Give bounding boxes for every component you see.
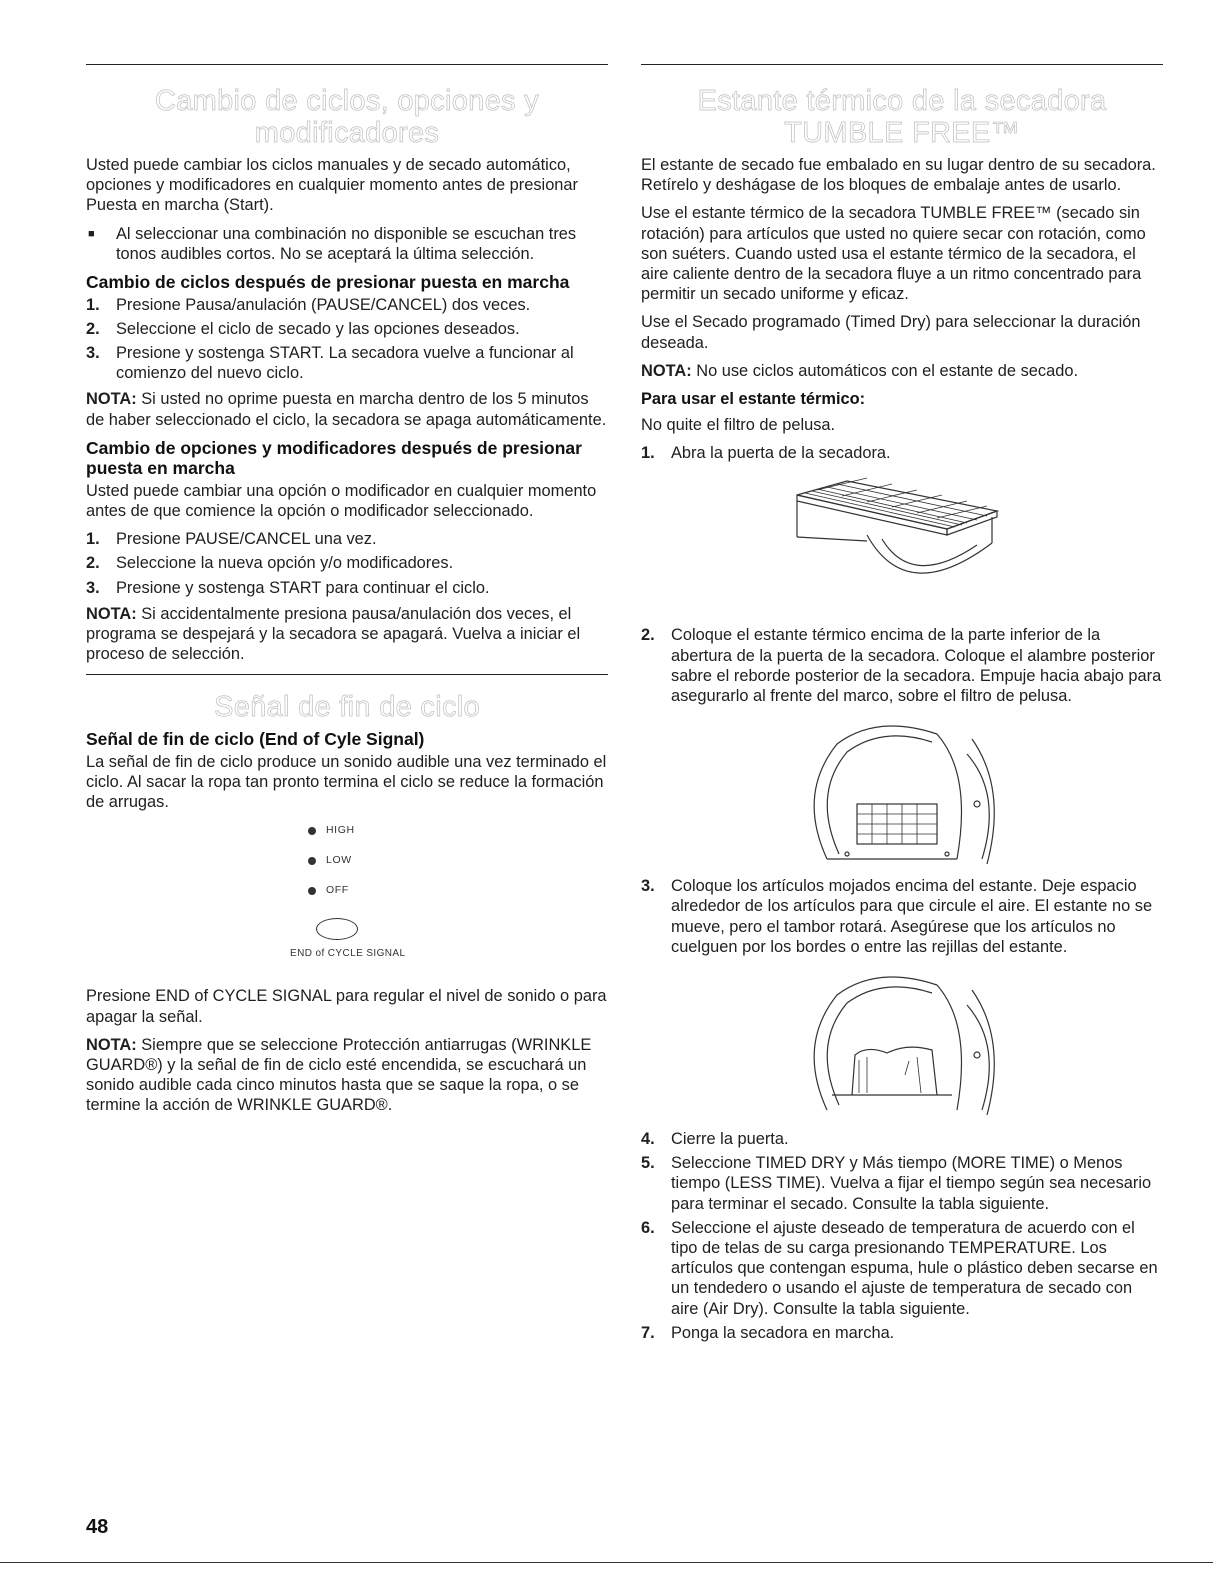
steps-rack-2 [641, 625, 1163, 706]
signal-option-off: OFF [308, 884, 349, 896]
options-paragraph: Usted puede cambiar una opción o modificador en cualquier momento antes de que comience la opción o modificador seleccionado. [86, 481, 597, 520]
steps-change-options [86, 529, 608, 598]
signal-option-high: HIGH [308, 824, 355, 836]
list-item: 6. Seleccione el ajuste deseado de temperatura de acuerdo con el tipo de telas de su carga presionando TEMPERATURE. Los artículos que contengan espuma, hule o plástico deben secarse en un tendedero o usando el ajuste de temperatura de secado con aire (Air Dry). Consulte la tabla siguiente. [641, 1218, 1158, 1318]
square-bullet-icon: ■ [88, 227, 95, 240]
intro-paragraph: Usted puede cambiar los ciclos manuales y de secado automático, opciones y modificadores en cualquier momento antes de presionar Puesta en marcha (Start). [86, 156, 578, 215]
clothes-on-rack-illustration [797, 965, 1007, 1115]
heading-end-signal: Señal de fin de ciclo (End of Cyle Signal) [86, 729, 425, 750]
steps-rack-final [641, 1129, 1163, 1343]
note-paragraph: NOTA: Siempre que se seleccione Protección antiarrugas (WRINKLE GUARD®) y la señal de fin de ciclo esté encendida, se escuchará un sonido audible cada cinco minutos hasta que se saque la ropa, o se termine la acción de WRINKLE GUARD®. [86, 1035, 592, 1115]
lint-filter-paragraph: No quite el filtro de pelusa. [641, 416, 836, 435]
note-paragraph: NOTA: Si usted no oprime puesta en marcha dentro de los 5 minutos de haber seleccionado el ciclo, la secadora se apaga automáticamente. [86, 390, 607, 429]
steps-rack-3 [641, 876, 1163, 957]
left-column [86, 64, 608, 1124]
section-rule [86, 674, 608, 675]
signal-instruction-paragraph: Presione END of CYCLE SIGNAL para regular el nivel de sonido o para apagar la señal. [86, 987, 607, 1026]
list-item: 1. Presione PAUSE/CANCEL una vez. [86, 530, 377, 549]
note-paragraph: NOTA: Si accidentalmente presiona pausa/anulación dos veces, el programa se despejará y la secadora se apagará. Vuelva a iniciar el proceso de selección. [86, 604, 581, 664]
right-column [641, 64, 1163, 1349]
bottom-rule [0, 1562, 1213, 1563]
list-item: 3. Coloque los artículos mojados encima del estante. Deje espacio alrededor de los artículos para que circule el aire. El estante no se mueve, pero el tambor rotará. Asegúrese que los artículos no cuelguen por los bordes o entre las rejillas del estante. [641, 877, 1153, 956]
list-item: 1. Presione Pausa/anulación (PAUSE/CANCEL) dos veces. [86, 295, 531, 314]
list-item: 4. Cierre la puerta. [641, 1130, 789, 1149]
note-paragraph: NOTA: No use ciclos automáticos con el estante de secado. [641, 361, 1078, 380]
list-item: 3. Presione y sostenga START para continuar el ciclo. [86, 578, 490, 597]
rack-intro-paragraph: El estante de secado fue embalado en su lugar dentro de su secadora. Retírelo y deshágase de los bloques de embalaje antes de usarlo. [641, 156, 1156, 195]
timed-dry-paragraph: Use el Secado programado (Timed Dry) para seleccionar la duración deseada. [641, 313, 1141, 352]
steps-change-cycles [86, 295, 608, 384]
heading-change-options: Cambio de opciones y modificadores después de presionar puesta en marcha [86, 437, 582, 479]
section-title-end-signal: Señal de fin de ciclo [214, 691, 480, 724]
indicator-light-icon [308, 887, 316, 895]
list-item: 2. Coloque el estante térmico encima de la parte inferior de la abertura de la puerta de la secadora. Coloque el alambre posterior sabre el reborde posterior de la secadora. Empuje hacia abajo para asegurarlo al frente del marco, sobre el filtro de pelusa. [641, 626, 1162, 706]
end-of-cycle-signal-panel [86, 822, 608, 972]
subheading-use-rack: Para usar el estante térmico: [641, 390, 866, 409]
rack-use-paragraph: Use el estante térmico de la secadora TUMBLE FREE™ (secado sin rotación) para artículos que usted no quiere secar con rotación, como son suéters. Cuando usted usa el estante térmico de la secadora, el aire caliente dentro de la secadora fluye a un ritmo concentrado para permitir un secado uniforme y eficaz. [641, 204, 1146, 304]
section-rule [641, 64, 1163, 65]
list-item: 1. Abra la puerta de la secadora. [641, 444, 891, 463]
list-item: 5. Seleccione TIMED DRY y Más tiempo (MORE TIME) o Menos tiempo (LESS TIME). Vuelva a fijar el tiempo según sea necesario para terminar el secado. Consulte la tabla siguiente. [641, 1154, 1152, 1213]
section-title-drying-rack: Estante térmico de la secadora TUMBLE FREE™ [697, 85, 1107, 149]
section-title-cycles: Cambio de ciclos, opciones y modificadores [155, 85, 539, 149]
end-signal-paragraph: La señal de fin de ciclo produce un sonido audible una vez terminado el ciclo. Al sacar la ropa tan pronto termina el ciclo se reduce la formación de arrugas. [86, 752, 607, 812]
rack-installed-illustration [797, 714, 1007, 864]
signal-option-low: LOW [308, 854, 352, 866]
end-of-cycle-signal-button [316, 918, 358, 940]
bullet-text: Al seleccionar una combinación no disponible se escuchan tres tonos audibles cortos. No se aceptará la última selección. [116, 224, 577, 263]
bullet-item [86, 224, 608, 264]
list-item: 2. Seleccione el ciclo de secado y las opciones deseados. [86, 319, 520, 338]
heading-change-cycles: Cambio de ciclos después de presionar puesta en marcha [86, 272, 570, 293]
signal-button-caption: END of CYCLE SIGNAL [290, 948, 406, 960]
indicator-light-icon [308, 827, 316, 835]
steps-rack-1 [641, 443, 1163, 463]
list-item: 7. Ponga la secadora en marcha. [641, 1323, 895, 1342]
list-item: 3. Presione y sostenga START. La secadora vuelve a funcionar al comienzo del nuevo ciclo. [86, 343, 574, 383]
section-rule [86, 64, 608, 65]
indicator-light-icon [308, 857, 316, 865]
page-number: 48 [86, 1516, 109, 1538]
drying-rack-illustration [787, 477, 1017, 607]
list-item: 2. Seleccione la nueva opción y/o modificadores. [86, 554, 454, 573]
